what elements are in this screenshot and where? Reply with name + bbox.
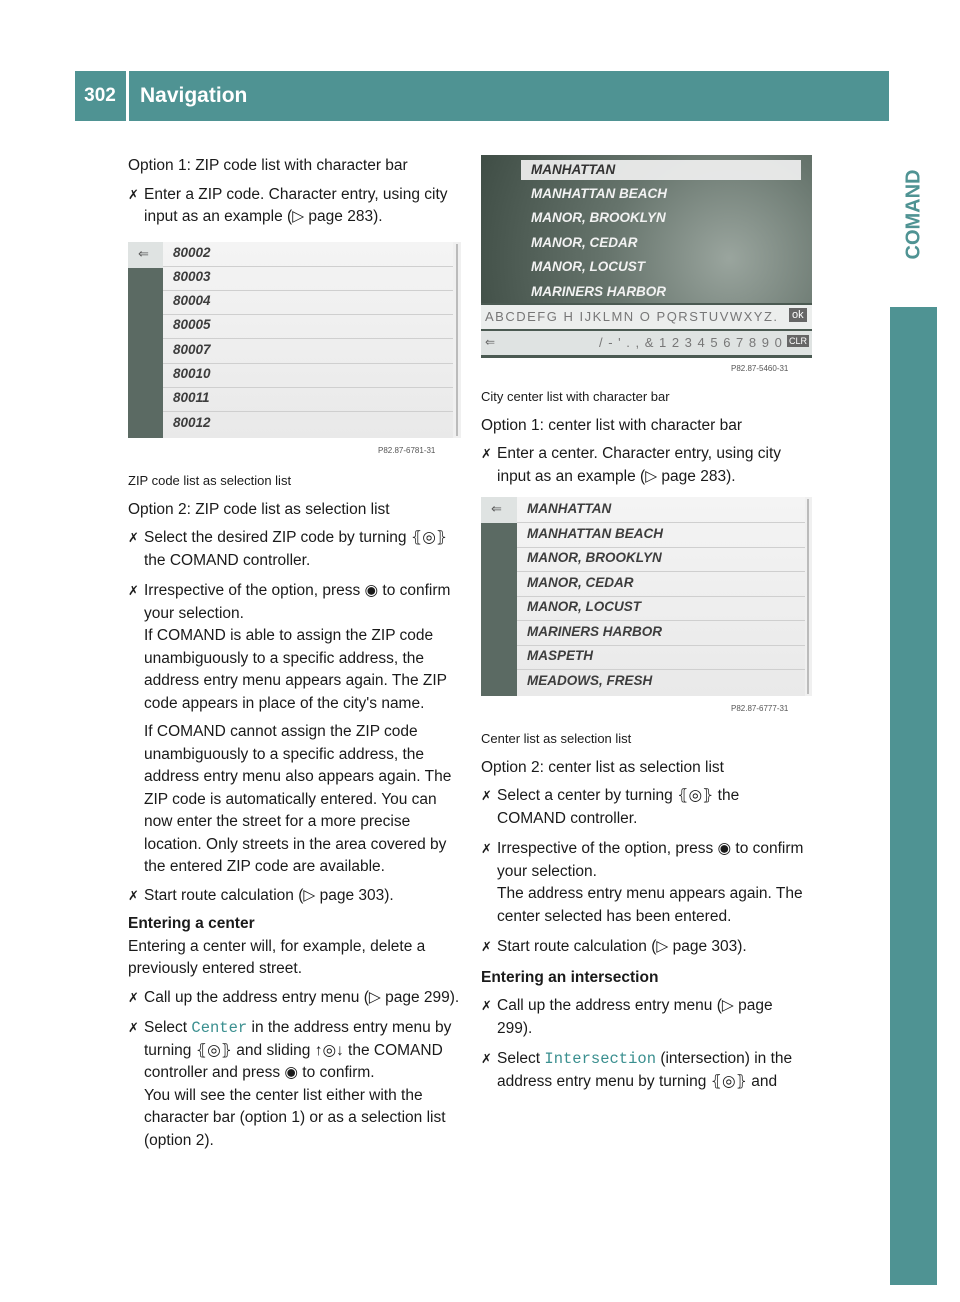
back-button[interactable]	[128, 242, 163, 268]
list-item[interactable]: 80002	[173, 245, 211, 260]
list-item[interactable]: 80004	[173, 293, 211, 308]
option2-text: Option 2: center list as selection list	[481, 758, 724, 776]
zip-list-screen	[128, 242, 461, 438]
figure-code: P82.87-6781-31	[378, 446, 436, 455]
left-column-top	[128, 155, 461, 229]
step-enter-zip: ✗ Enter a ZIP code. Character entry, using city input as an example (▷ page 283).	[128, 185, 448, 225]
divider	[517, 571, 805, 572]
step-confirm: ✗ Irrespective of the option, press ◉ to confirm your selection.	[128, 582, 451, 622]
divider	[517, 522, 805, 523]
symbol-row[interactable]: / - ' . , & 1 2 3 4 5 6 7 8 9 0	[599, 335, 783, 350]
step-confirm-note2: If COMAND cannot assign the ZIP code unambiguously to a specific address, the address entry menu also appears again. The ZIP code is automatically entered. You can now enter the street for a more precise location. Only streets in the area covered by the entered ZIP code are available.	[144, 723, 452, 875]
list-item[interactable]: MANOR, BROOKLYN	[527, 550, 662, 565]
option1-text: Option 1: center list with character bar	[481, 416, 743, 434]
character-bar-row2[interactable]	[481, 331, 812, 355]
divider	[163, 363, 453, 364]
step-confirm: ✗ Irrespective of the option, press ◉ to confirm your selection.	[481, 840, 804, 880]
list-item[interactable]: MANOR, LOCUST	[531, 259, 645, 274]
clear-button[interactable]: CLR	[789, 336, 808, 346]
scrollbar[interactable]	[453, 242, 461, 438]
scrollbar[interactable]	[805, 497, 812, 696]
list-item[interactable]: MANHATTAN	[527, 501, 612, 516]
list-item[interactable]: MARINERS HARBOR	[527, 624, 662, 639]
list-item[interactable]: MANOR, CEDAR	[527, 575, 634, 590]
step-select-zip: ✗ Select the desired ZIP code by turning ⦃◎⦄ the COMAND controller.	[128, 529, 448, 569]
figure-caption: Center list as selection list	[481, 731, 632, 746]
step-route: ✗ Start route calculation (▷ page 303).	[128, 886, 394, 904]
list-item[interactable]: MARINERS HARBOR	[531, 284, 666, 299]
list-item[interactable]: MANHATTAN	[531, 162, 616, 177]
divider	[517, 547, 805, 548]
figure-code: P82.87-6777-31	[731, 704, 789, 713]
list-item[interactable]: MANHATTAN BEACH	[531, 186, 667, 201]
step-route: ✗ Start route calculation (▷ page 303).	[481, 938, 747, 955]
menu-item-intersection: Intersection	[544, 1050, 657, 1068]
step-select-center: ✗ Select Center in the address entry menu by turning ⦃◎⦄ and sliding ↑◎↓ the COMAND controller and press ◉ to confirm.	[128, 1019, 452, 1081]
right-column-top	[481, 386, 812, 488]
list-item[interactable]: 80005	[173, 317, 211, 332]
divider	[517, 620, 805, 621]
figure-caption: ZIP code list as selection list	[128, 473, 292, 488]
divider	[517, 669, 805, 670]
center-list-panel	[517, 497, 805, 696]
heading-intersection: Entering an intersection	[481, 968, 659, 986]
list-item[interactable]: 80010	[173, 366, 211, 381]
step-confirm-note: If COMAND is able to assign the ZIP code unambiguously to a specific address, the address entry menu appears again. The ZIP code appears in place of the city's name.	[144, 627, 447, 712]
step-select-center: ✗ Select a center by turning ⦃◎⦄ the COMAND controller.	[481, 787, 740, 827]
step-select-center-note: You will see the center list either with the character bar (option 1) or as a selection list (option 2).	[144, 1086, 446, 1149]
list-item[interactable]: MANHATTAN BEACH	[527, 526, 663, 541]
list-item[interactable]: MANOR, CEDAR	[531, 235, 638, 250]
divider	[163, 314, 453, 315]
list-item[interactable]: MEADOWS, FRESH	[527, 673, 653, 688]
divider	[163, 266, 453, 267]
divider	[163, 387, 453, 388]
center-list-screen	[481, 497, 812, 696]
heading-center-text: Entering a center will, for example, delete a previously entered street.	[128, 937, 426, 977]
scrollbar-track	[456, 244, 458, 436]
back-arrow-icon: ⇐	[491, 501, 502, 516]
list-item[interactable]: MANOR, BROOKLYN	[531, 210, 666, 225]
option1-text: Option 1: ZIP code list with character bar	[128, 157, 408, 174]
divider	[517, 645, 805, 646]
chapter-side-tab	[890, 121, 937, 1285]
divider	[517, 596, 805, 597]
back-arrow-icon: ⇐	[138, 246, 149, 261]
left-column-body	[128, 470, 461, 1152]
list-item[interactable]: MASPETH	[527, 648, 594, 663]
chapter-label: COMAND	[902, 169, 924, 259]
list-item[interactable]: 80007	[173, 342, 211, 357]
list-item[interactable]: MANOR, LOCUST	[527, 599, 641, 614]
list-item[interactable]: 80012	[173, 415, 211, 430]
right-column-body	[481, 728, 812, 1093]
step-select-intersection: ✗ Select Intersection (intersection) in the address entry menu by turning ⦃◎⦄ and	[481, 1050, 793, 1090]
step-confirm-note: The address entry menu appears again. The center selected has been entered.	[497, 885, 803, 925]
scrollbar-track	[807, 499, 809, 694]
ok-button[interactable]: ok	[789, 308, 807, 322]
step-call-menu: ✗ Call up the address entry menu (▷ page 299).	[128, 988, 460, 1006]
back-arrow-icon[interactable]: ⇐	[485, 335, 496, 349]
header-divider	[126, 71, 129, 121]
list-item[interactable]: 80003	[173, 269, 211, 284]
figure-caption: City center list with character bar	[481, 389, 670, 404]
figure-code: P82.87-5460-31	[731, 364, 789, 373]
menu-item-center: Center	[191, 1019, 248, 1037]
divider	[163, 338, 453, 339]
section-title: Navigation	[140, 84, 248, 107]
character-bar[interactable]	[481, 305, 812, 329]
list-item[interactable]: 80011	[173, 390, 210, 405]
back-button[interactable]	[481, 497, 517, 523]
step-call-menu: ✗ Call up the address entry menu (▷ page 299).	[481, 997, 773, 1037]
divider	[163, 290, 453, 291]
step-enter-center: ✗ Enter a center. Character entry, using city input as an example (▷ page 283).	[481, 445, 782, 485]
page-number: 302	[84, 85, 116, 106]
center-charbar-screen	[481, 155, 812, 358]
option2-text: Option 2: ZIP code list as selection list	[128, 500, 390, 518]
character-row[interactable]: ABCDEFG H IJKLMN O PQRSTUVWXYZ.	[485, 309, 779, 324]
zip-list-panel	[163, 242, 453, 438]
heading-center: Entering a center	[128, 915, 255, 932]
divider	[163, 411, 453, 412]
